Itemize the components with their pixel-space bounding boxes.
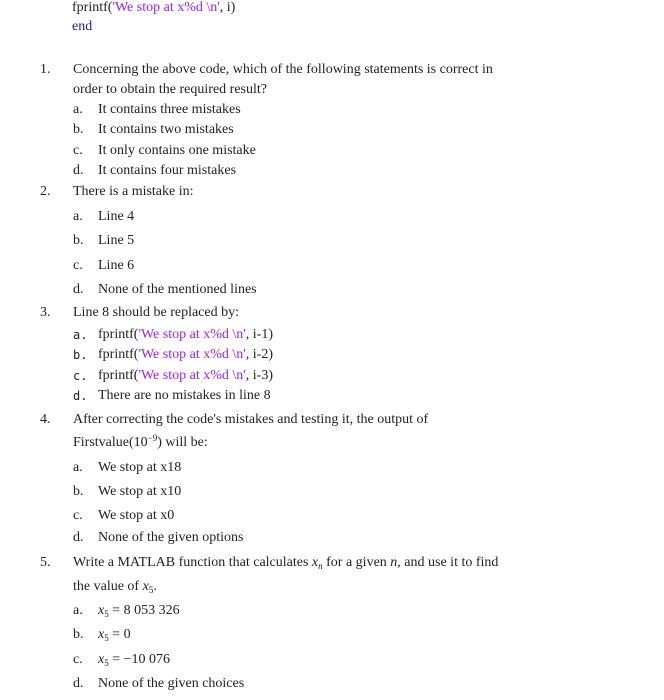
question-5-text-line2: [73, 579, 157, 595]
q4-option-a-label: a.: [73, 460, 83, 475]
question-1-text-line1: Concerning the above code, which of the following statements is correct in: [73, 62, 493, 77]
question-4-number: 4.: [40, 412, 51, 427]
q4-exponent: −9: [147, 433, 158, 443]
q5-line2-period: .: [153, 579, 157, 594]
q5-line2-sub: 5: [148, 585, 154, 595]
code-line-printf: [72, 0, 235, 16]
q2-option-d-label: d.: [73, 282, 84, 297]
q5c-sub: 5: [104, 658, 109, 668]
q1-option-d-label: d.: [73, 163, 84, 178]
q5-option-b-text: [98, 627, 131, 643]
q5-text-b: for a given: [322, 555, 391, 570]
q1-option-b-label: b.: [73, 122, 84, 137]
q4-firstvalue: Firstvalue(10: [73, 435, 148, 450]
question-2-number: 2.: [40, 184, 51, 199]
q5-var-x: x: [311, 555, 319, 570]
code-line-end: end: [72, 19, 93, 34]
q3-option-a-label: a.: [73, 328, 88, 342]
q5b-eq: = 0: [108, 627, 131, 642]
question-4-text-line1: After correcting the code's mistakes and testing it, the output of: [73, 412, 429, 427]
q4-option-d-text: None of the given options: [98, 530, 244, 545]
code-fn: fprintf(: [72, 0, 113, 15]
q5c-eq: = −10 076: [108, 652, 171, 667]
q5-option-c-label: c.: [73, 652, 83, 667]
question-5-number: 5.: [40, 555, 51, 570]
question-1-number: 1.: [40, 62, 51, 77]
q5-option-b-label: b.: [73, 627, 84, 642]
q3a-args: , i-1): [245, 327, 274, 342]
q2-option-d-text: None of the mentioned lines: [98, 282, 257, 297]
q5-option-a-label: a.: [73, 603, 83, 618]
q1-option-c-label: c.: [73, 143, 83, 158]
q4-option-a-text: We stop at x18: [98, 460, 182, 475]
q3-option-b-label: b.: [73, 348, 88, 362]
question-3-number: 3.: [40, 305, 51, 320]
q4-will-be: ) will be:: [157, 435, 208, 450]
q5a-var: x: [98, 603, 105, 618]
q5-option-d-label: d.: [73, 676, 84, 691]
q2-option-a-text: Line 4: [98, 209, 135, 224]
q3-option-a-text: [98, 327, 273, 343]
q1-option-a-text: It contains three mistakes: [98, 102, 241, 117]
q4-option-c-label: c.: [73, 508, 83, 523]
question-2-text: There is a mistake in:: [73, 184, 194, 199]
q5a-sub: 5: [104, 609, 109, 619]
q2-option-a-label: a.: [73, 209, 83, 224]
q5-var-n: n: [390, 555, 398, 570]
question-3-text: Line 8 should be replaced by:: [73, 305, 240, 320]
q3c-args: , i-3): [245, 368, 274, 383]
q5b-sub: 5: [104, 633, 109, 643]
q3-option-b-text: [98, 347, 273, 363]
q5-text-a: Write a MATLAB function that calculates: [73, 555, 312, 570]
q5c-var: x: [98, 652, 105, 667]
q2-option-c-text: Line 6: [98, 258, 135, 273]
q3b-args: , i-2): [245, 347, 274, 362]
q5a-eq: = 8 053 326: [108, 603, 180, 618]
q3a-fn: fprintf(: [98, 327, 139, 342]
question-1-text-line2: order to obtain the required result?: [73, 82, 267, 97]
q5-sub-n: n: [318, 561, 323, 571]
q3-option-c-text: [98, 368, 273, 384]
q3a-string: 'We stop at x%d \n': [138, 327, 246, 342]
q5-option-a-text: [98, 603, 180, 619]
q4-option-b-label: b.: [73, 484, 84, 499]
q4-option-b-text: We stop at x10: [98, 484, 182, 499]
q4-option-d-label: d.: [73, 530, 84, 545]
code-args: , i): [219, 0, 236, 15]
q5-text-c: , and use it to find: [397, 555, 499, 570]
q5-option-c-text: [98, 652, 170, 668]
q1-option-a-label: a.: [73, 102, 83, 117]
q3b-string: 'We stop at x%d \n': [138, 347, 246, 362]
q4-option-c-text: We stop at x0: [98, 508, 175, 523]
code-string: 'We stop at x%d \n': [112, 0, 220, 15]
question-5-text-line1: [73, 555, 498, 571]
q2-option-c-label: c.: [73, 258, 83, 273]
q1-option-c-text: It only contains one mistake: [98, 143, 256, 158]
q5b-var: x: [98, 627, 105, 642]
q2-option-b-label: b.: [73, 233, 84, 248]
question-4-text-line2: [73, 435, 208, 451]
q5-text-line2-a: the value of: [73, 579, 143, 594]
q3c-fn: fprintf(: [98, 368, 139, 383]
q5-option-d-text: None of the given choices: [98, 676, 245, 691]
q5-line2-var-x: x: [142, 579, 149, 594]
q3-option-d-label: d.: [73, 389, 88, 403]
q3-option-c-label: c.: [73, 369, 88, 383]
q1-option-b-text: It contains two mistakes: [98, 122, 234, 137]
q3-option-d-text: There are no mistakes in line 8: [98, 388, 271, 403]
q3b-fn: fprintf(: [98, 347, 139, 362]
q1-option-d-text: It contains four mistakes: [98, 163, 237, 178]
q2-option-b-text: Line 5: [98, 233, 135, 248]
q3c-string: 'We stop at x%d \n': [138, 368, 246, 383]
